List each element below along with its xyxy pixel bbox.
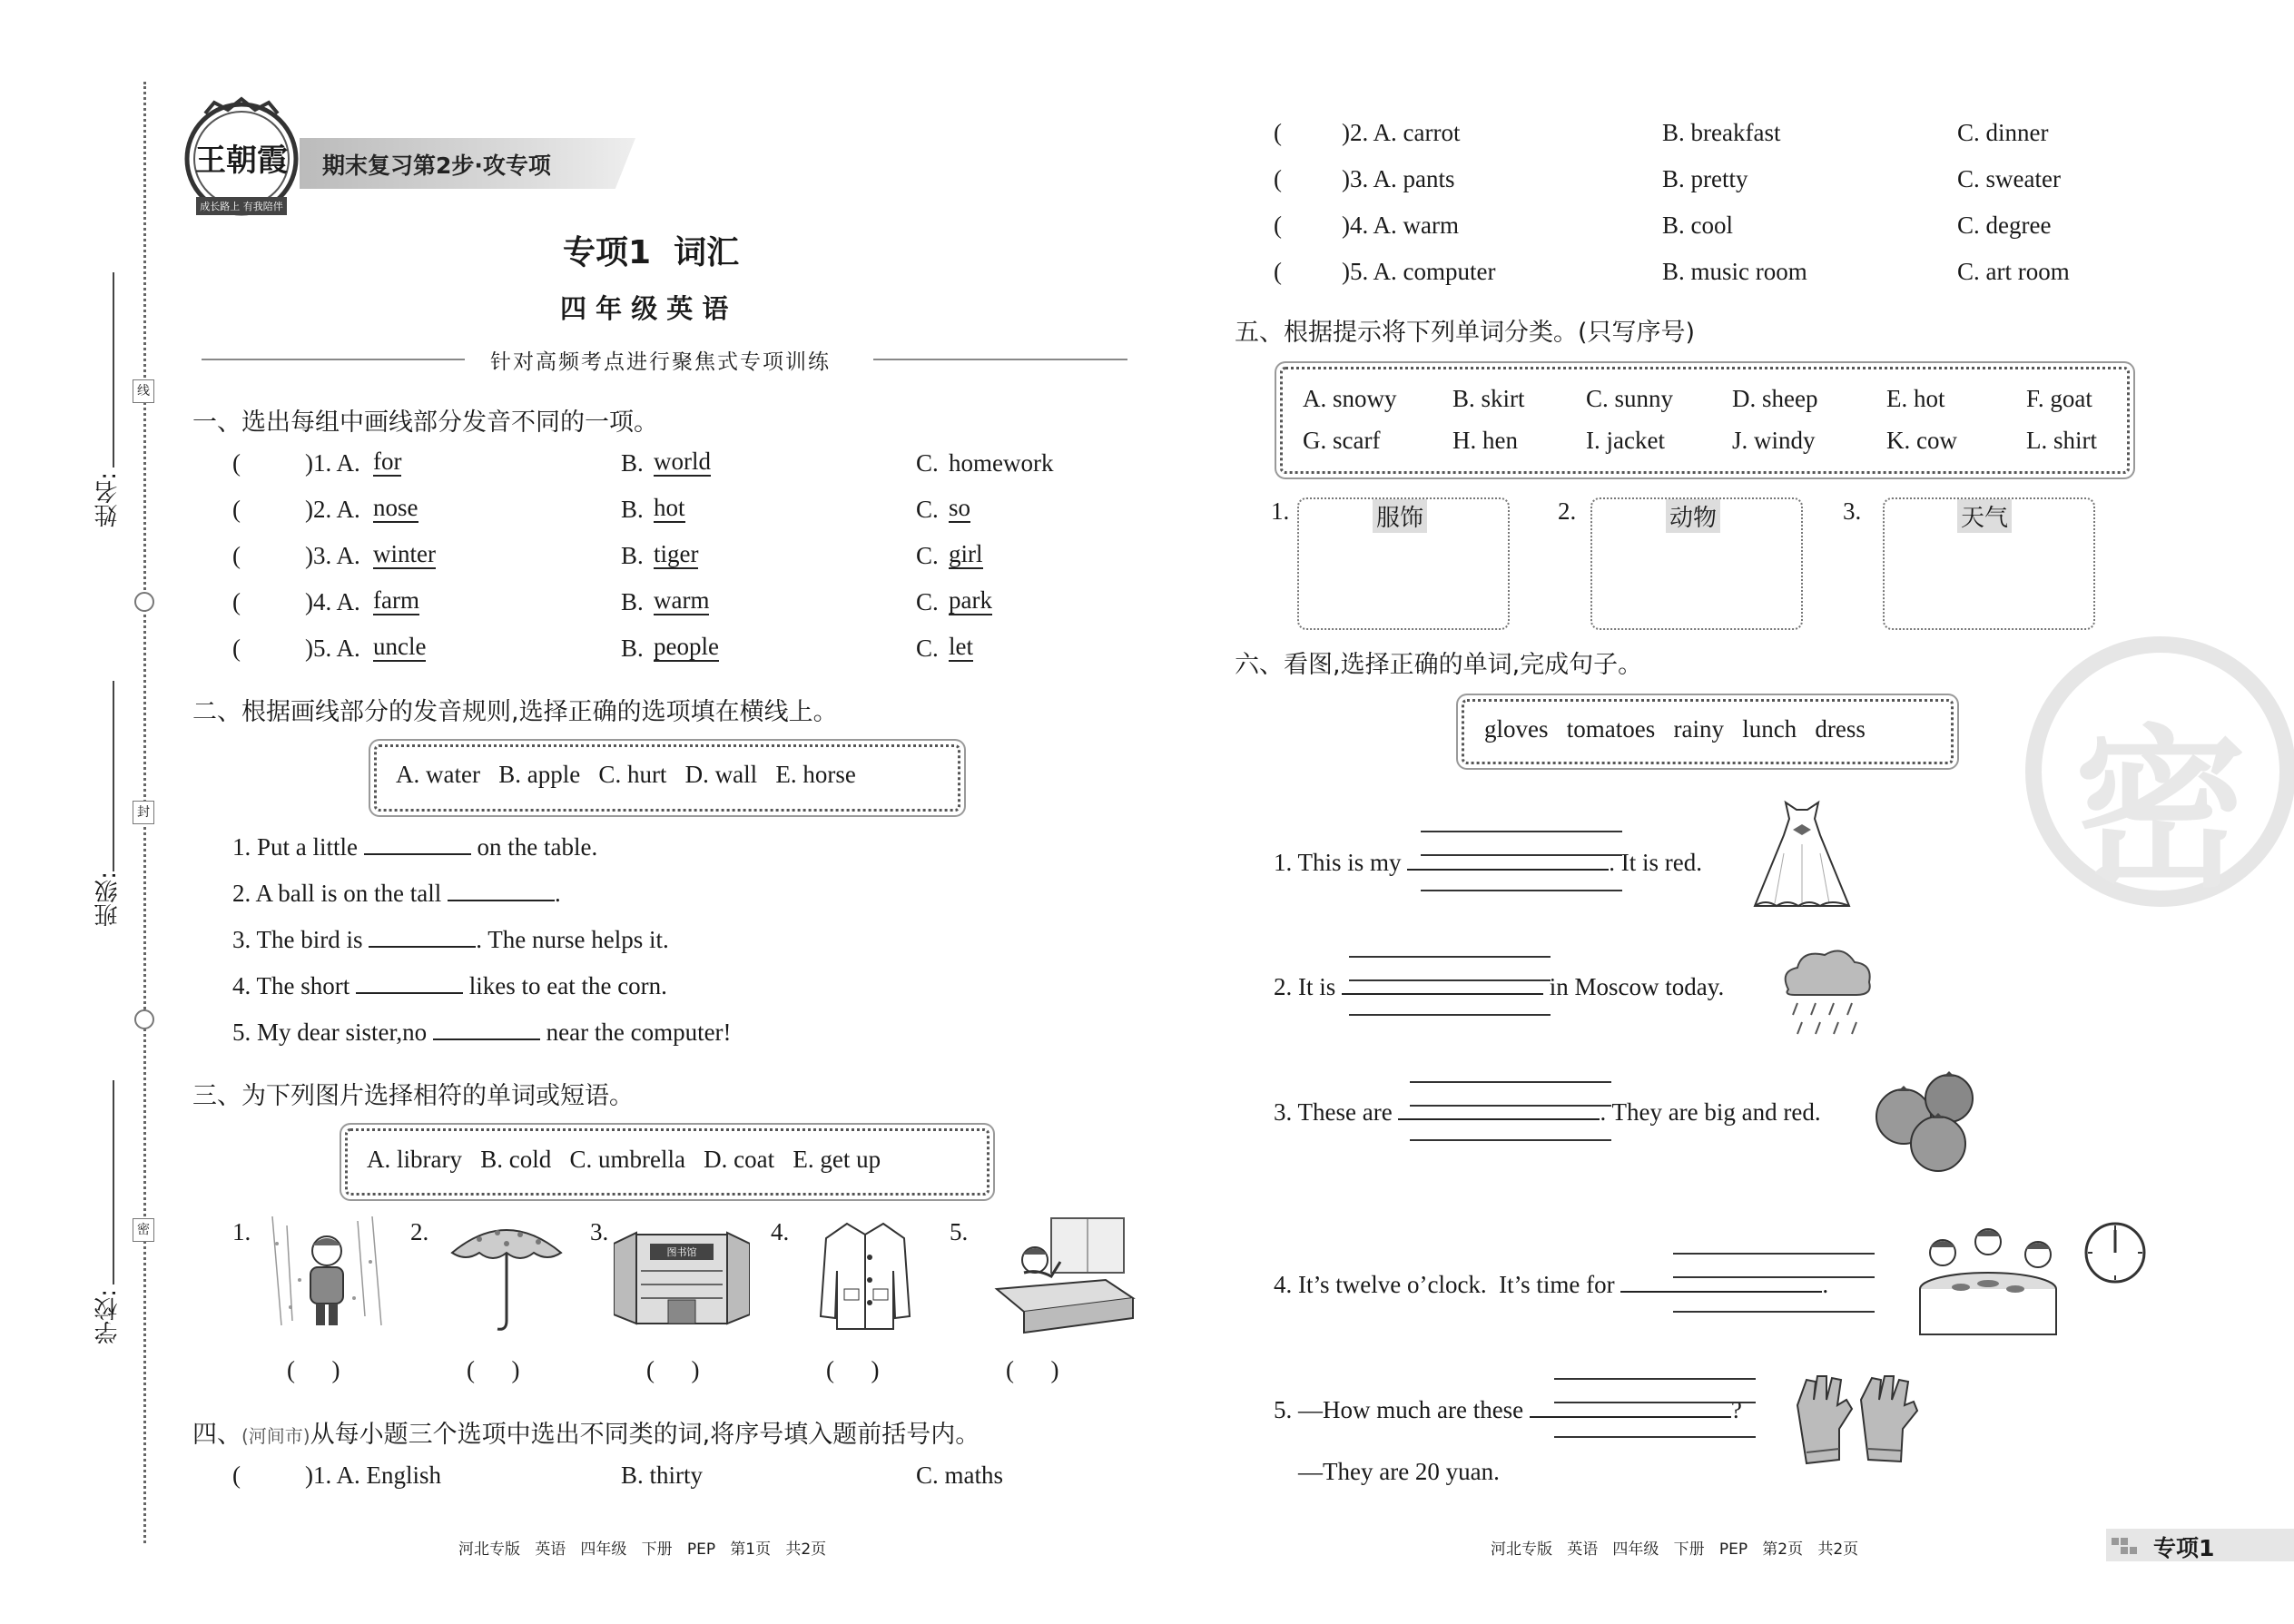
pic-answer-3[interactable]: ( ) — [646, 1356, 700, 1383]
writing-guide — [1349, 956, 1551, 958]
watermark-seal: 密 — [2024, 635, 2294, 908]
s2-sentence-4: 4. The short likes to eat the corn. — [232, 972, 667, 999]
writing-guide — [1421, 831, 1622, 832]
writing-guide — [1410, 1081, 1611, 1083]
s2-sentence-5: 5. My dear sister,no near the computer! — [232, 1019, 732, 1046]
coat-illustration — [815, 1216, 915, 1338]
writing-guide — [1410, 1105, 1611, 1107]
category-num-3: 3. — [1843, 497, 1862, 525]
cut-mark-line: 线 — [133, 379, 154, 403]
name-field[interactable] — [113, 272, 114, 468]
school-field[interactable] — [113, 1080, 114, 1284]
class-field[interactable] — [113, 681, 114, 871]
section2-options: A. water B. apple C. hurt D. wall E. horse — [396, 761, 856, 788]
s2-sentence-1: 1. Put a little on the table. — [232, 833, 598, 861]
tagline-rule-left — [202, 359, 465, 360]
pic-num-3: 3. — [590, 1218, 609, 1245]
answer-blank[interactable] — [1620, 1291, 1822, 1293]
category-label-weather: 天气 — [1957, 499, 2012, 533]
logo-subtext: 成长路上 有我陪伴 — [200, 201, 283, 212]
pic-num-2: 2. — [410, 1218, 429, 1245]
s6-sentence-5: 5. —How much are these ? — [1274, 1396, 1742, 1423]
gloves-illustration — [1788, 1369, 1925, 1481]
rainy-cloud-illustration — [1775, 944, 1875, 1048]
answer-blank[interactable] — [356, 992, 463, 994]
family-lunch-illustration — [1906, 1216, 2070, 1347]
cold-boy-illustration — [263, 1216, 390, 1336]
writing-guide — [1421, 890, 1622, 891]
section1-heading: 一、选出每组中画线部分发音不同的一项。 — [192, 408, 658, 437]
category-label-animals: 动物 — [1666, 499, 1720, 533]
pic-answer-5[interactable]: ( ) — [1006, 1356, 1059, 1383]
footer-right: 河北专版 英语 四年级 下册 PEP 第2页 共2页 — [1491, 1540, 1859, 1559]
pic-num-1: 1. — [232, 1218, 251, 1245]
s6-sentence-3: 3. These are . They are big and red. — [1274, 1098, 1821, 1126]
answer-blank[interactable] — [448, 900, 555, 901]
writing-guide — [1673, 1253, 1875, 1255]
section2-heading: 二、根据画线部分的发音规则,选择正确的选项填在横线上。 — [192, 698, 838, 726]
pic-num-5: 5. — [950, 1218, 969, 1245]
writing-guide — [1349, 1014, 1551, 1016]
footer-squares-icon — [2112, 1534, 2148, 1560]
tagline: 针对高频考点进行聚焦式专项训练 — [490, 350, 831, 373]
section3-options: A. library B. cold C. umbrella D. coat E. get up — [367, 1146, 881, 1173]
writing-guide — [1554, 1378, 1756, 1380]
class-label: 班级: — [94, 871, 122, 927]
writing-guide — [1410, 1139, 1611, 1141]
s6-sentence-1: 1. This is my . It is red. — [1274, 849, 1703, 876]
writing-guide — [1673, 1276, 1875, 1278]
logo-text: 王朝霞 — [195, 144, 288, 178]
tomatoes-illustration — [1875, 1071, 1984, 1179]
cut-circle — [134, 1009, 154, 1029]
answer-blank[interactable] — [433, 1038, 540, 1040]
step-banner-text: 期末复习第2步·攻专项 — [322, 153, 551, 179]
section6-heading: 六、看图,选择正确的单词,完成句子。 — [1235, 651, 1643, 679]
section5-words-box — [1280, 367, 2130, 474]
writing-guide — [1673, 1311, 1875, 1313]
writing-guide — [1421, 854, 1622, 856]
dress-illustration — [1748, 799, 1856, 916]
answer-blank[interactable] — [1398, 1118, 1600, 1120]
pic-answer-1[interactable]: ( ) — [287, 1356, 340, 1383]
section5-heading: 五、根据提示将下列单词分类。(只写序号) — [1235, 319, 1696, 347]
s6-sentence-2: 2. It is in Moscow today. — [1274, 973, 1725, 1000]
s6-sentence-4: 4. It’s twelve o’clock. It’s time for . — [1274, 1271, 1829, 1298]
page-subtitle: 四 年 级 英 语 — [560, 293, 729, 324]
footer-tab: 专项1 — [2153, 1535, 2215, 1561]
category-num-1: 1. — [1271, 497, 1290, 525]
section3-heading: 三、为下列图片选择相符的单词或短语。 — [192, 1082, 634, 1110]
cut-circle — [134, 592, 154, 612]
cut-mark-seal: 封 — [133, 801, 154, 824]
s6-reply: —They are 20 yuan. — [1298, 1458, 1500, 1485]
cut-mark-secret: 密 — [133, 1218, 154, 1242]
name-label: 姓名: — [94, 472, 122, 527]
category-label-clothing: 服饰 — [1373, 499, 1427, 533]
pic-answer-2[interactable]: ( ) — [467, 1356, 520, 1383]
get-up-illustration — [988, 1216, 1142, 1343]
section6-options: gloves tomatoes rainy lunch dress — [1484, 715, 1866, 743]
answer-blank[interactable] — [1530, 1416, 1731, 1418]
answer-blank[interactable] — [364, 853, 471, 855]
answer-blank[interactable] — [1342, 993, 1543, 995]
writing-guide — [1554, 1402, 1756, 1403]
school-label: 学校: — [94, 1289, 122, 1344]
page-title: 专项1 词汇 — [563, 234, 740, 271]
tagline-rule-right — [873, 359, 1127, 360]
pic-answer-4[interactable]: ( ) — [826, 1356, 880, 1383]
category-num-2: 2. — [1558, 497, 1577, 525]
library-sign: 图书馆 — [666, 1246, 697, 1258]
answer-blank[interactable] — [369, 946, 476, 948]
library-illustration — [614, 1216, 750, 1338]
footer-left: 河北专版 英语 四年级 下册 PEP 第1页 共2页 — [458, 1540, 827, 1559]
pic-num-4: 4. — [771, 1218, 790, 1245]
section4-heading: 四、(河间市)从每小题三个选项中选出不同类的词,将序号填入题前括号内。 — [192, 1421, 980, 1449]
umbrella-illustration — [443, 1216, 570, 1338]
s2-sentence-3: 3. The bird is . The nurse helps it. — [232, 926, 669, 953]
s2-sentence-2: 2. A ball is on the tall . — [232, 880, 561, 907]
writing-guide — [1349, 979, 1551, 981]
logo — [178, 95, 305, 222]
writing-guide — [1554, 1436, 1756, 1438]
answer-blank[interactable] — [1407, 869, 1609, 871]
clock-icon — [2083, 1221, 2147, 1288]
